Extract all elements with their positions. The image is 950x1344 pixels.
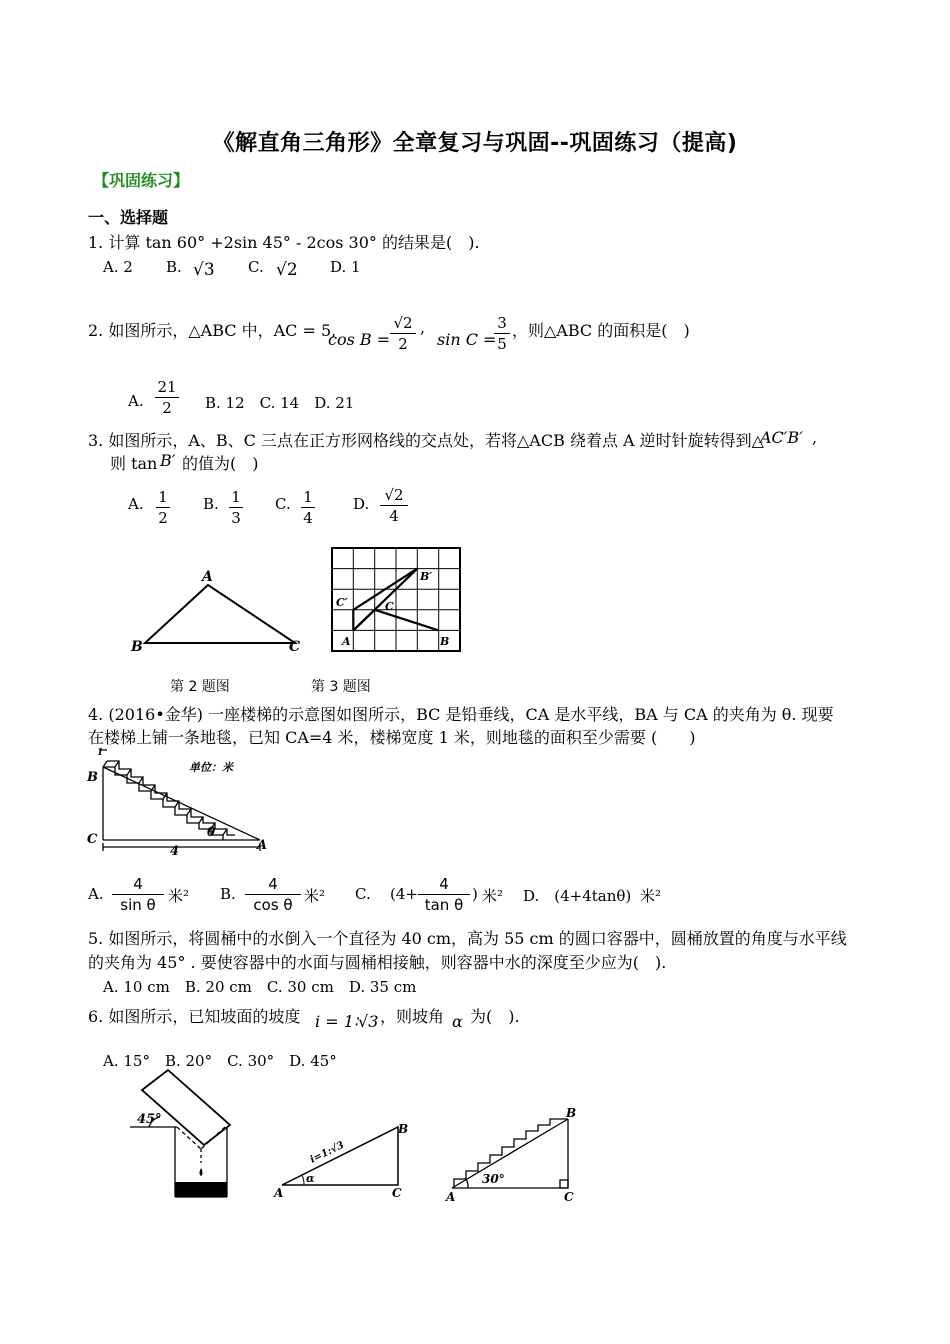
q3-rotated-triangle: AC′B′ [760,428,803,447]
fig4-label-b: B [87,770,98,785]
question-3-stem-line1: 3. 如图所示，A、B、C 三点在正方形网格线的交点处，若将△ACB 绕着点 A 逆时针旋转得到△ [88,431,764,450]
figure-3-grid [330,546,465,656]
fig3-label-b-prime: B′ [420,570,433,583]
fig7-label-a: A [446,1190,456,1204]
q4-option-b-fraction: 4 cos θ [245,875,301,914]
q4-option-d: D. (4+4tanθ) [523,887,632,905]
fig3-label-c-prime: C′ [336,596,348,609]
q4-option-c-unit: 米² [482,887,504,905]
q2-option-a-label: A. [128,392,144,410]
fig4-unit: 单位：米 [189,761,233,774]
figure-6-slope [270,1115,410,1205]
q2-option-a-denominator: 2 [162,399,172,417]
figure-7-stairs [440,1105,590,1205]
question-5-line1: 5. 如图所示，将圆桶中的水倒入一个直径为 40 cm，高为 55 cm 的圆口容器中，圆桶放置的角度与水平线 [88,929,847,948]
fig6-alpha: α [306,1172,315,1185]
q4-option-a-unit: 米² [168,887,190,905]
q5-options: A. 10 cm B. 20 cm C. 30 cm D. 35 cm [103,978,417,996]
q4-option-a-fraction: 4 sin θ [112,875,164,914]
q2-sinc-denominator: 5 [497,335,507,353]
fig7-label-c: C [564,1190,574,1204]
fig6-label-c: C [392,1186,402,1200]
q2-cosb-numerator: √2 [393,314,413,332]
q2-sinc-fraction [494,314,510,353]
fig7-angle: 30° [482,1172,505,1186]
question-5-line2: 的夹角为 45° . 要使容器中的水面与圆桶相接触，则容器中水的深度至少应为( ). [88,953,667,972]
q1-option-c-label: C. [248,258,264,276]
q4-option-c-fraction: 4 tan θ [418,875,470,914]
fig7-label-b: B [566,1106,577,1120]
q2-sinc-numerator: 3 [497,314,507,332]
question-6-stem-end: 为( ). [470,1007,520,1026]
q6-alpha: α [452,1012,463,1031]
fig4-theta: θ [207,825,216,839]
question-6-stem-start: 6. 如图所示，已知坡面的坡度 [88,1007,301,1026]
q3-option-d-fraction: √2 4 [380,486,408,525]
fig4-label-c: C [87,832,98,847]
fig2-label-b: B [131,639,143,655]
q2-cosb-fraction [390,314,416,353]
fig6-label-a: A [274,1186,284,1200]
question-2-stem-start: 2. 如图所示，△ABC 中，AC = 5, [88,321,337,340]
fig6-label-b: B [398,1122,409,1136]
q4-option-d-unit: 米² [640,887,662,905]
q2-options-rest: B. 12 C. 14 D. 21 [205,394,355,412]
q1-option-d: D. 1 [330,258,361,276]
fig2-label-a: A [202,569,213,585]
fig4-width: 1 [97,748,104,758]
fig3-label-c: C [385,600,394,613]
question-3-stem-line2-end: 的值为( ) [182,454,259,473]
figure-4-staircase [85,745,275,860]
question-3-stem-line2: 则 tan [110,454,158,473]
figure-2-caption: 第 2 题图 [170,679,230,695]
q2-cosb-denominator: 2 [398,335,408,353]
question-2-stem-end: ，则△ABC 的面积是( ) [512,321,690,340]
figure-5-bucket [125,1065,240,1200]
q6-slope: i = 1∶√3 [315,1012,379,1031]
fig4-length: 4 [170,844,180,859]
fig2-label-c: C [289,639,301,655]
fig4-label-a: A [257,838,268,853]
q2-option-a-fraction [155,378,179,417]
q2-option-a-numerator: 21 [157,378,177,396]
fig6-slope-label: i=1:√3 [308,1139,346,1166]
q6-options: A. 15° B. 20° C. 30° D. 45° [103,1052,337,1070]
question-4-line1: 4. (2016•金华) 一座楼梯的示意图如图所示，BC 是铅垂线，CA 是水平线，BA 与 CA 的夹角为 θ. 现要 [88,705,834,724]
fig3-label-a: A [342,635,351,648]
section-label: 【巩固练习】 [93,171,190,190]
fig5-angle: 45° [137,1112,162,1127]
figure-2-triangle [125,565,310,660]
page-title: 《解直角三角形》全章复习与巩固--巩固练习（提高) [212,131,738,156]
fig3-label-b: B [440,635,450,648]
question-4-line2: 在楼梯上铺一条地毯，已知 CA=4 米，楼梯宽度 1 米，则地毯的面积至少需要 ( ) [88,728,696,747]
q3-option-b-fraction: 1 3 [229,488,243,527]
q3-angle-b: B′ [160,451,176,470]
q3-option-a-fraction: 1 2 [156,488,170,527]
question-6-stem-mid: ，则坡角 [380,1007,445,1026]
figure-3-caption: 第 3 题图 [311,679,371,695]
question-1-stem: 1. 计算 tan 60° +2sin 45° - 2cos 30° 的结果是( ). [88,233,480,252]
q4-option-b-unit: 米² [304,887,326,905]
q1-option-a: A. 2 [103,258,133,276]
q1-option-c-value: √2 [276,260,298,280]
q2-cosb: cos B = [328,330,391,349]
section-heading: 一、选择题 [88,208,169,227]
q3-option-c-fraction: 1 4 [301,488,315,527]
q1-option-b-label: B. [166,258,182,276]
q2-sinc: sin C = [437,330,497,349]
q1-option-b-value: √3 [193,260,215,280]
